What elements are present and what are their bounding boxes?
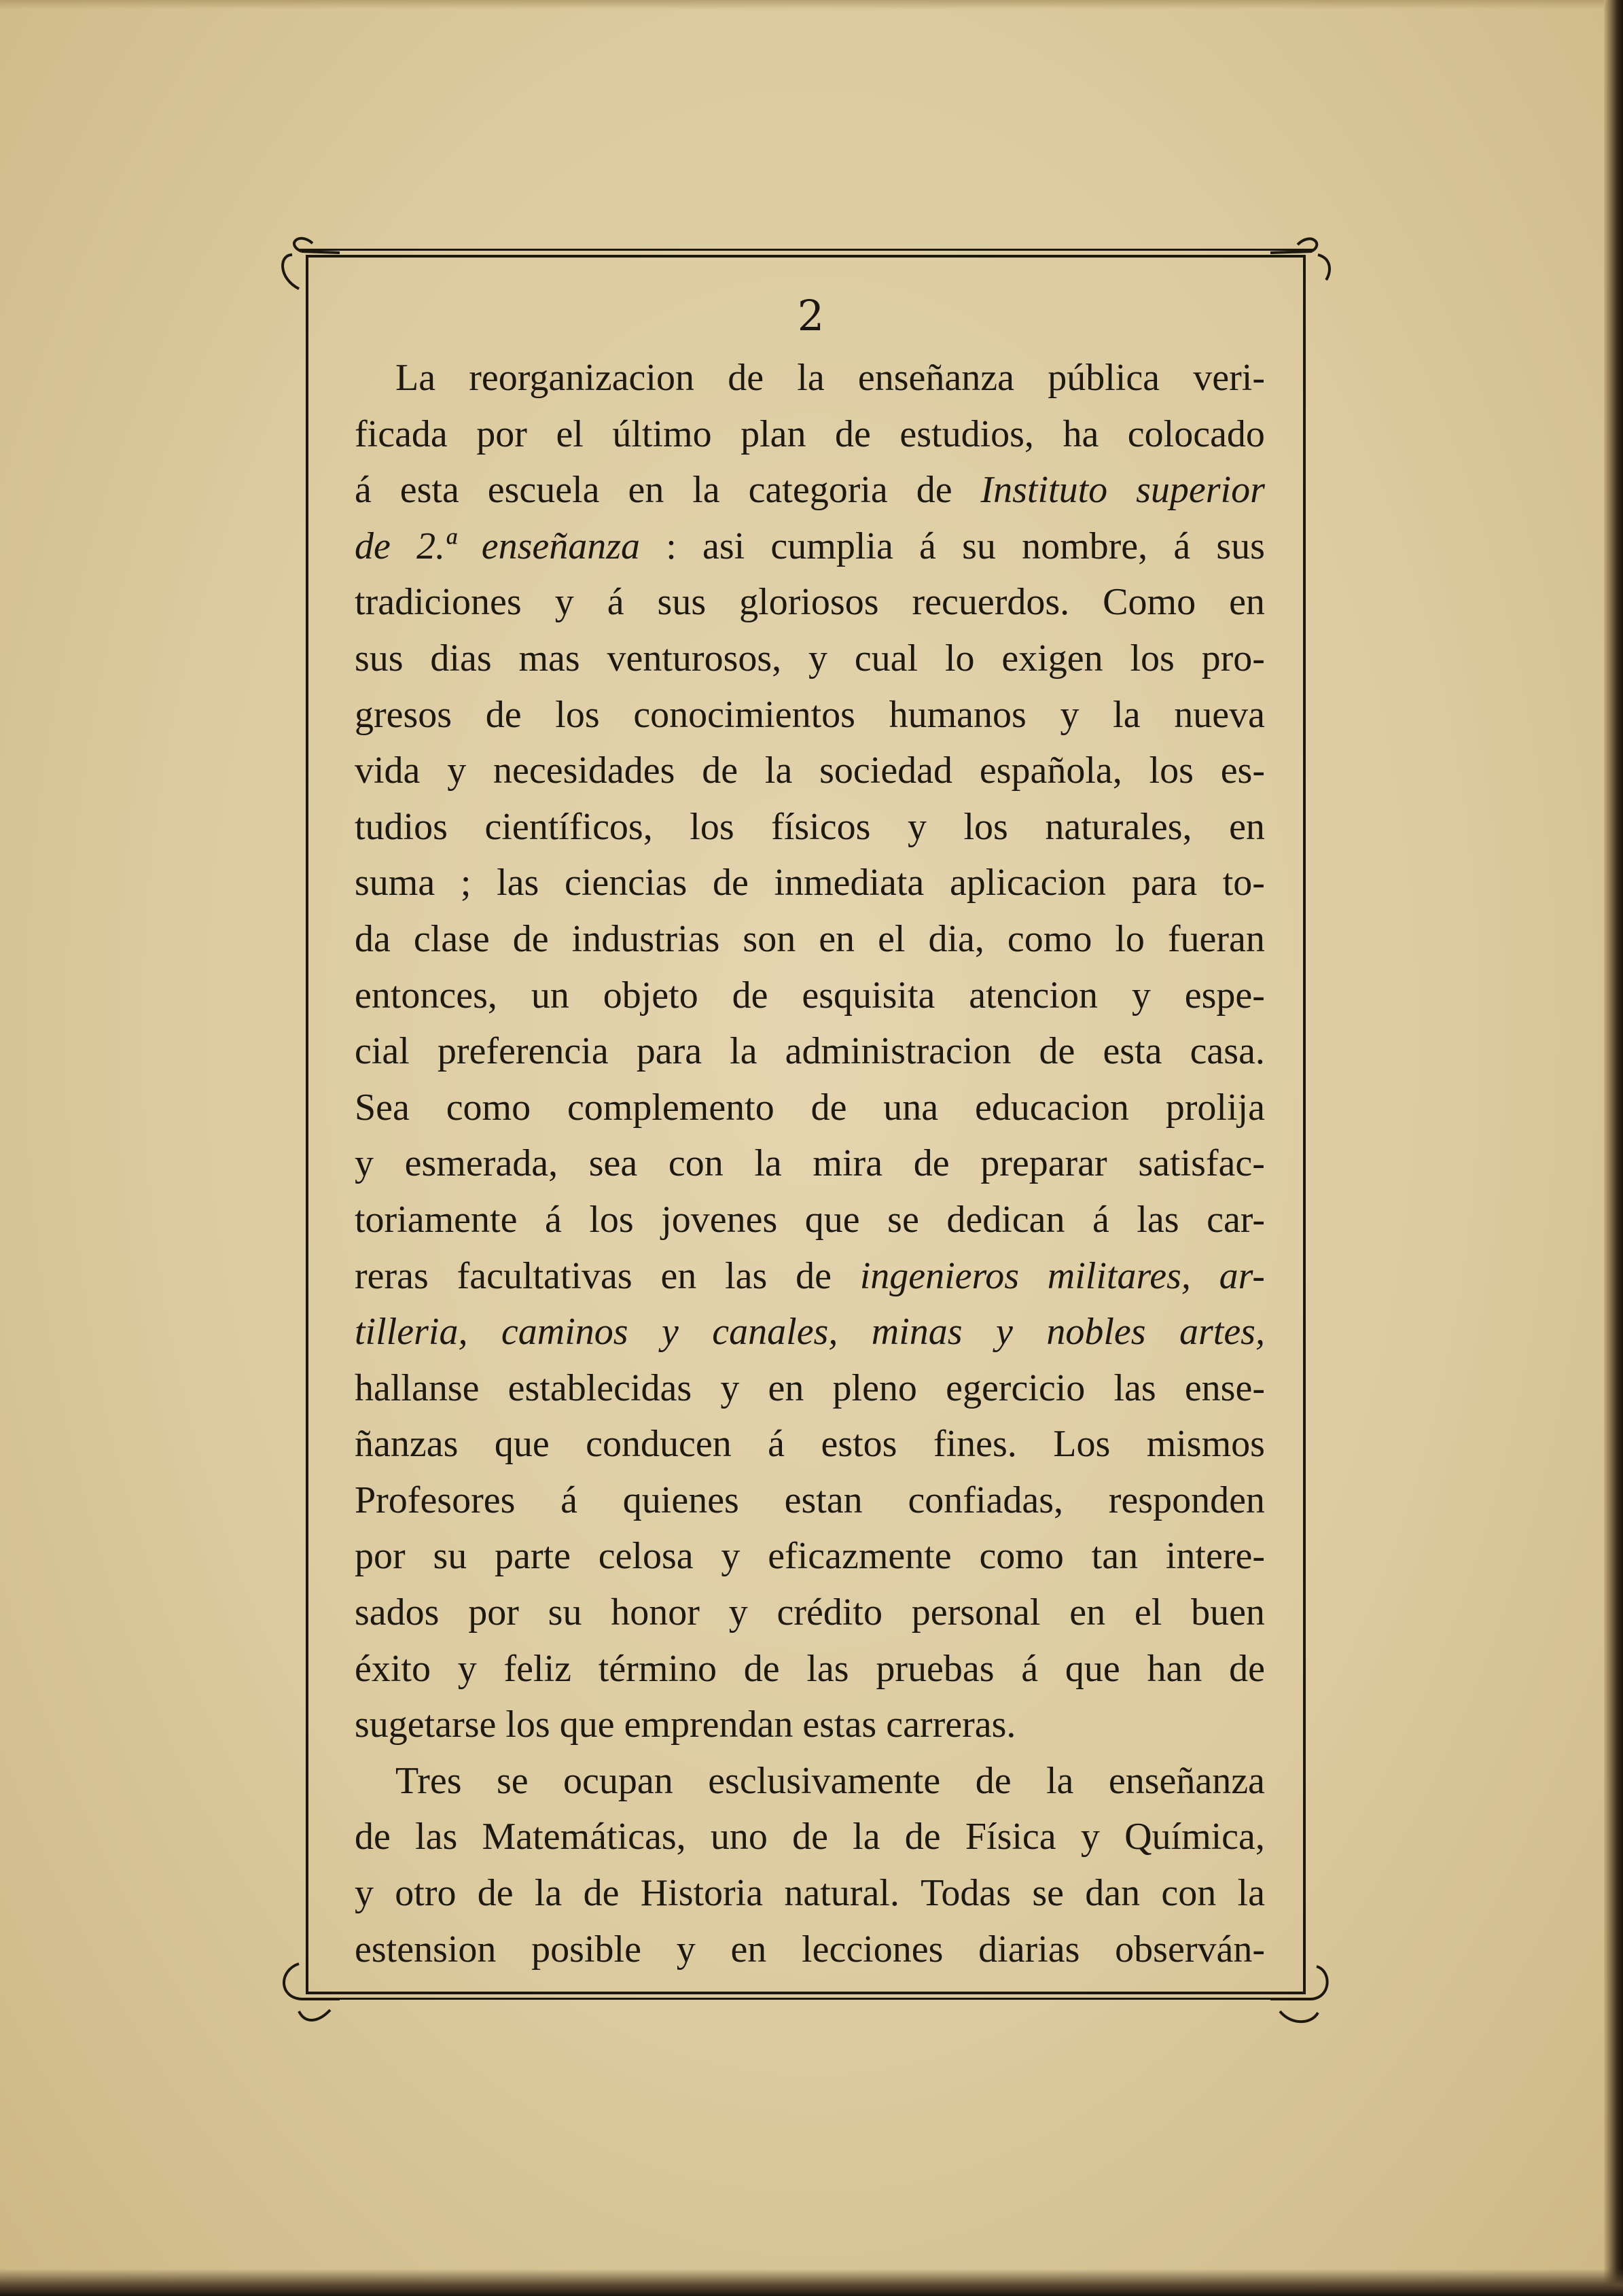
word: cumplia [770, 525, 893, 567]
word: uno [710, 1816, 768, 1858]
word: y [996, 1311, 1013, 1354]
word: por [468, 1591, 519, 1634]
word: un [531, 974, 569, 1017]
word: reorganizacion [469, 357, 694, 399]
word: y [808, 637, 827, 679]
body-text [355, 350, 1265, 1977]
word: : [666, 525, 677, 567]
word: satisfac- [1138, 1142, 1265, 1185]
word: tan [1091, 1535, 1139, 1578]
word: y [1080, 1816, 1100, 1858]
word: minas [871, 1311, 963, 1354]
word: responden [1108, 1479, 1265, 1521]
word: Historia [640, 1872, 764, 1915]
word: cual [854, 637, 918, 679]
word: militares, [1047, 1254, 1191, 1297]
word: establecidas [507, 1366, 692, 1409]
word: preferencia [437, 1030, 609, 1073]
word: como [979, 1535, 1064, 1578]
word: observán- [1115, 1928, 1265, 1971]
word: parte [495, 1535, 571, 1578]
text-line [355, 1865, 1265, 1922]
word: de [702, 749, 738, 792]
word: en [628, 469, 664, 512]
text-line [355, 1809, 1265, 1865]
word: como [446, 1086, 531, 1129]
text-line [355, 1304, 1265, 1360]
word: se [1032, 1872, 1064, 1915]
word: facultativas [457, 1254, 632, 1297]
word: esquisita [802, 974, 935, 1017]
word: hallanse [355, 1366, 480, 1409]
word: quienes [622, 1479, 739, 1521]
word: objeto [603, 974, 698, 1017]
text-line [355, 1922, 1265, 1978]
word: término [598, 1647, 717, 1690]
text-line [355, 1697, 1265, 1753]
word: en [1229, 805, 1265, 848]
word: pruebas [876, 1647, 995, 1690]
word: enseñanza [481, 525, 641, 567]
word: superior [1136, 469, 1265, 512]
word: aplicacion [949, 862, 1107, 904]
word: conducen [586, 1423, 732, 1466]
word: y [554, 581, 574, 624]
word: estension [355, 1928, 497, 1971]
word: toriamente [355, 1198, 518, 1241]
text-line [355, 1753, 1265, 1809]
word: de [477, 1872, 514, 1915]
word: de [916, 469, 952, 512]
word: categoria [748, 469, 888, 512]
text-line [355, 1192, 1265, 1248]
word: de [792, 1816, 828, 1858]
frame-top-rule [299, 249, 1314, 251]
word: sus [1216, 525, 1265, 567]
text-line [355, 406, 1265, 463]
word: y [1131, 974, 1151, 1017]
word: caminos [501, 1311, 628, 1354]
word: española, [979, 749, 1122, 792]
text-line [355, 574, 1265, 631]
word: nombre, [1022, 525, 1148, 567]
word: suma [355, 862, 435, 904]
word: de [355, 1816, 391, 1858]
word: nueva [1174, 693, 1265, 736]
word: de [728, 357, 764, 399]
word: á [560, 1479, 578, 1521]
word: la [764, 749, 793, 792]
frame-bottom-rule [299, 1998, 1314, 2000]
word: que [494, 1423, 550, 1466]
word: cial [355, 1030, 410, 1073]
word: científicos, [484, 805, 653, 848]
word: sus [355, 637, 404, 679]
word: mas [518, 637, 580, 679]
word: de [743, 1647, 780, 1690]
word: que [1065, 1647, 1120, 1690]
word: pro- [1201, 637, 1265, 679]
word: sea [588, 1142, 638, 1185]
word: de [835, 412, 871, 455]
word: ñanzas [355, 1423, 459, 1466]
text-line [355, 968, 1265, 1024]
word: fueran [1167, 917, 1265, 960]
word: humanos [889, 693, 1027, 736]
word: esclusivamente [708, 1759, 941, 1802]
word: Sea [355, 1086, 410, 1129]
text-line [355, 799, 1265, 855]
word: ciencias [564, 862, 688, 904]
word: las [1113, 1366, 1156, 1409]
word: administracion [785, 1030, 1012, 1073]
word: veri- [1193, 357, 1265, 399]
word: su [548, 1591, 582, 1634]
word: enseñanza [1108, 1759, 1265, 1802]
word: la [797, 357, 825, 399]
word: mismos [1146, 1423, 1265, 1466]
word: se [887, 1198, 919, 1241]
word: con [668, 1142, 724, 1185]
text-line [355, 855, 1265, 911]
word: físicos [771, 805, 871, 848]
word: feliz [503, 1647, 571, 1690]
word: educacion [974, 1086, 1129, 1129]
word: ar- [1219, 1254, 1265, 1297]
word: y [457, 1647, 477, 1690]
word: pública [1048, 357, 1160, 399]
word: estan [784, 1479, 863, 1521]
word: de [810, 1086, 847, 1129]
word: en [1069, 1591, 1106, 1634]
word: car- [1207, 1198, 1265, 1241]
word: to- [1222, 862, 1265, 904]
word: á [355, 469, 372, 512]
text-line [355, 743, 1265, 799]
word: entonces, [355, 974, 497, 1017]
word: dedican [946, 1198, 1065, 1241]
word: de [355, 525, 391, 567]
word: venturosos, [607, 637, 782, 679]
word: éxito [355, 1647, 431, 1690]
word: sados [355, 1591, 440, 1634]
word: Profesores [355, 1479, 516, 1521]
word: naturales, [1045, 805, 1192, 848]
word: para [636, 1030, 702, 1073]
word: nobles [1046, 1311, 1146, 1354]
text-line [355, 1023, 1265, 1080]
word: de [583, 1872, 620, 1915]
word: esta [399, 469, 459, 512]
text-line [355, 631, 1265, 687]
word: pleno [832, 1366, 917, 1409]
word: artes, [1179, 1311, 1265, 1354]
word: los [589, 1198, 634, 1241]
word: de [1229, 1647, 1265, 1690]
word: de [796, 1254, 832, 1297]
word: Instituto [980, 469, 1108, 512]
text-line [355, 350, 1265, 406]
word: 2.ª [416, 525, 456, 567]
text-line [355, 518, 1265, 575]
word: en [660, 1254, 697, 1297]
word: crédito [777, 1591, 882, 1634]
word: los [1130, 637, 1175, 679]
word: ha [1063, 412, 1099, 455]
word: como [1007, 917, 1092, 960]
word: Matemáticas, [482, 1816, 686, 1858]
word: diarias [978, 1928, 1080, 1971]
word: los [690, 805, 734, 848]
word: que [559, 1703, 615, 1746]
word: sugetarse [355, 1703, 497, 1746]
page-bottom-edge-shadow [0, 2269, 1623, 2296]
word: eficazmente [768, 1535, 952, 1578]
text-line [355, 1585, 1265, 1641]
text-line [355, 1416, 1265, 1472]
word: la [754, 1142, 782, 1185]
word: y [728, 1591, 748, 1634]
word: Los [1053, 1423, 1111, 1466]
word: lo [1115, 917, 1145, 960]
word: en [1229, 581, 1265, 624]
word: en [768, 1366, 804, 1409]
word: á [1173, 525, 1191, 567]
word: ingenieros [859, 1254, 1020, 1297]
word: posible [531, 1928, 641, 1971]
word: dan [1085, 1872, 1141, 1915]
word: en [819, 917, 855, 960]
word: conocimientos [633, 693, 855, 736]
word: la [1237, 1872, 1265, 1915]
word: el [878, 917, 906, 960]
word: inmediata [774, 862, 925, 904]
word: han [1147, 1647, 1202, 1690]
word: de [712, 862, 749, 904]
word: los [963, 805, 1008, 848]
word: y [1060, 693, 1080, 736]
word: plan [741, 412, 806, 455]
word: ; [460, 862, 471, 904]
word: preparar [980, 1142, 1107, 1185]
word: en [730, 1928, 767, 1971]
word: por [355, 1535, 406, 1578]
word: son [743, 917, 796, 960]
word: las [497, 862, 539, 904]
text-line [355, 1528, 1265, 1585]
word: de [1039, 1030, 1075, 1073]
word: su [433, 1535, 467, 1578]
word: de [512, 917, 549, 960]
text-line [355, 1080, 1265, 1136]
word: sociedad [819, 749, 953, 792]
word: su [962, 525, 996, 567]
word: honor [611, 1591, 700, 1634]
word: con [1161, 1872, 1217, 1915]
word: de [913, 1142, 950, 1185]
word: el [1134, 1591, 1162, 1634]
word: la [534, 1872, 563, 1915]
word: Todas [921, 1872, 1012, 1915]
word: la [853, 1816, 880, 1858]
word: confiadas, [908, 1479, 1064, 1521]
word: se [496, 1759, 529, 1802]
word: tradiciones [355, 581, 522, 624]
word: último [612, 412, 712, 455]
word: exigen [1001, 637, 1103, 679]
word: da [355, 917, 391, 960]
word: mira [813, 1142, 883, 1185]
word: á [607, 581, 624, 624]
word: industrias [571, 917, 720, 960]
word: esta [1103, 1030, 1162, 1073]
word: á [1021, 1647, 1039, 1690]
word: es- [1220, 749, 1265, 792]
word: los [505, 1703, 550, 1746]
word: necesidades [493, 749, 675, 792]
word: y [907, 805, 927, 848]
word: á [768, 1423, 785, 1466]
word: y [355, 1872, 374, 1915]
word: espe- [1184, 974, 1265, 1017]
text-line [355, 1248, 1265, 1305]
word: enseñanza [857, 357, 1014, 399]
word: estas [802, 1703, 877, 1746]
word: los [1149, 749, 1194, 792]
word: una [883, 1086, 939, 1129]
word: de [904, 1816, 941, 1858]
word: dias [430, 637, 492, 679]
word: lecciones [802, 1928, 944, 1971]
text-line [355, 1641, 1265, 1697]
word: la [692, 469, 720, 512]
word: Como [1103, 581, 1196, 624]
word: colocado [1127, 412, 1265, 455]
word: y [720, 1366, 740, 1409]
word: emprendan [624, 1703, 793, 1746]
word: celosa [598, 1535, 694, 1578]
word: las [725, 1254, 768, 1297]
word: lo [944, 637, 975, 679]
word: personal [911, 1591, 1041, 1634]
text-line [355, 911, 1265, 968]
word: á [919, 525, 936, 567]
word: reras [355, 1254, 429, 1297]
word: y [447, 749, 467, 792]
word: clase [413, 917, 490, 960]
word: fines. [933, 1423, 1017, 1466]
word: complemento [567, 1086, 774, 1129]
word: canales, [712, 1311, 838, 1354]
word: esmerada, [404, 1142, 558, 1185]
word: que [804, 1198, 860, 1241]
word: asi [702, 525, 745, 567]
word: estos [821, 1423, 897, 1466]
word: tilleria, [355, 1311, 468, 1354]
word: casa. [1190, 1030, 1265, 1073]
page-top-edge [0, 0, 1623, 10]
word: y [661, 1311, 679, 1354]
word: ocupan [563, 1759, 673, 1802]
word: por [476, 412, 527, 455]
word: buen [1191, 1591, 1265, 1634]
word: escuela [487, 469, 600, 512]
word: natural. [784, 1872, 899, 1915]
word: la [730, 1030, 757, 1073]
word: egercicio [946, 1366, 1086, 1409]
word: estudios, [899, 412, 1034, 455]
word: de [485, 693, 522, 736]
word: las [806, 1647, 849, 1690]
word: vida [355, 749, 421, 792]
page-number: 2 [797, 291, 826, 340]
word: tudios [355, 805, 448, 848]
word: recuerdos. [912, 581, 1070, 624]
word: dia, [928, 917, 984, 960]
word: intere- [1165, 1535, 1265, 1578]
text-line [355, 1360, 1265, 1417]
text-line [355, 1472, 1265, 1529]
word: carreras. [886, 1703, 1016, 1746]
word: los [555, 693, 600, 736]
word: la [1113, 693, 1141, 736]
word: las [415, 1816, 458, 1858]
word: y [721, 1535, 741, 1578]
text-line [355, 687, 1265, 743]
word: prolija [1165, 1086, 1265, 1129]
word: La [395, 357, 436, 399]
word: Tres [395, 1759, 462, 1802]
word: atencion [969, 974, 1098, 1017]
word: y [676, 1928, 696, 1971]
page-right-edge-shadow [1604, 0, 1623, 2296]
word: sus [657, 581, 707, 624]
word: el [556, 412, 584, 455]
word: á [544, 1198, 562, 1241]
text-line [355, 462, 1265, 518]
word: gloriosos [739, 581, 879, 624]
word: jovenes [661, 1198, 778, 1241]
word: á [1092, 1198, 1109, 1241]
corner-ornament-bottom-left [272, 1957, 353, 2038]
word: y [355, 1142, 374, 1185]
word: la [1046, 1759, 1074, 1802]
word: Química, [1124, 1816, 1265, 1858]
word: Física [965, 1816, 1056, 1858]
word: de [975, 1759, 1012, 1802]
word: ense- [1184, 1366, 1265, 1409]
word: para [1131, 862, 1198, 904]
word: ficada [355, 412, 448, 455]
word: otro [395, 1872, 457, 1915]
text-line [355, 1135, 1265, 1192]
word: gresos [355, 693, 452, 736]
corner-ornament-bottom-right [1264, 1957, 1345, 2038]
word: las [1137, 1198, 1179, 1241]
word: de [732, 974, 768, 1017]
